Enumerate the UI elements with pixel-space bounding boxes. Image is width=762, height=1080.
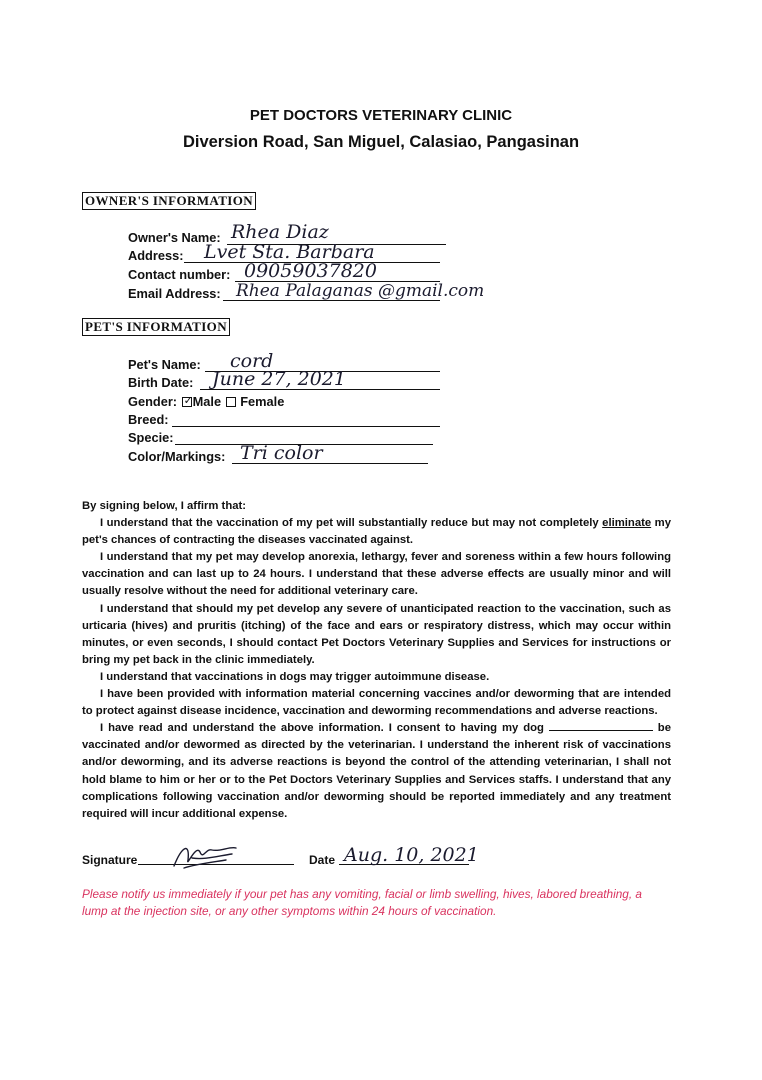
pet-name-value[interactable]: cord bbox=[230, 350, 274, 372]
pet-section-title: PET'S INFORMATION bbox=[82, 318, 230, 336]
breed-line[interactable] bbox=[172, 426, 440, 427]
signature-scribble bbox=[170, 838, 240, 872]
affirmation-paragraph-1: I understand that the vaccination of my pet will substantially reduce but may not completely eliminate my pet's chances of contracting the diseases vaccinated against. bbox=[82, 517, 671, 547]
owner-name-label: Owner's Name: bbox=[128, 230, 221, 245]
address-value[interactable]: Lvet Sta. Barbara bbox=[204, 241, 375, 263]
underlined-word: eliminate bbox=[602, 517, 652, 530]
signature-label: Signature bbox=[82, 853, 138, 867]
check-mark-icon: ✓ bbox=[183, 394, 193, 407]
affirmation-paragraph-3: I understand that should my pet develop any severe of unanticipated reaction to the vaccination, such as urticaria (hives) and pruritis (itching) of the face and ears or respiratory distress, which may occur within minutes, or even seconds, I should contact Pet Doctors Veterinary Supplies and Services for instructions or bring my pet back in the clinic immediately. bbox=[82, 602, 671, 666]
male-label: Male bbox=[192, 394, 222, 409]
affirmation-paragraph-6: I have read and understand the above information. I consent to having my dog be vaccinated and/or dewormed as directed by the veterinarian. I understand the inherent risk of vaccinations and/or deworming, and its adverse reactions is beyond the control of the attending veterinarian, I shall not hold blame to him or her or to the Pet Doctors Veterinary Supplies and Services staffs. I understand that any complications following vaccination and/or deworming should be reported immediately and any treatment required will incur additional expense. bbox=[82, 722, 671, 820]
color-label: Color/Markings: bbox=[128, 449, 226, 464]
clinic-name: PET DOCTORS VETERINARY CLINIC bbox=[249, 107, 513, 124]
color-value[interactable]: Tri color bbox=[240, 442, 323, 464]
gender-label: Gender: bbox=[128, 394, 178, 409]
vaccination-notice: Please notify us immediately if your pet has any vomiting, facial or limb swelling, hives, labored breathing, a lump at the injection site, or any other symptoms within 24 hours of vaccination. bbox=[82, 887, 642, 918]
gender-row bbox=[128, 394, 284, 410]
pet-name-label: Pet's Name: bbox=[128, 357, 201, 372]
contact-label: Contact number: bbox=[128, 267, 231, 282]
birth-date-value[interactable]: June 27, 2021 bbox=[212, 368, 346, 390]
male-checkbox[interactable] bbox=[182, 394, 193, 407]
affirmation-paragraph-2: I understand that my pet may develop anorexia, lethargy, fever and soreness within a few hours following vaccination and can last up to 24 hours. I understand that these adverse effects are usually minor and will usually resolve without the need for additional veterinary care. bbox=[82, 551, 671, 598]
affirmation-paragraph-4: I understand that vaccinations in dogs may trigger autoimmune disease. bbox=[100, 670, 490, 683]
breed-label: Breed: bbox=[128, 412, 169, 427]
specie-label: Specie: bbox=[128, 430, 174, 445]
clinic-address: Diversion Road, San Miguel, Calasiao, Pangasinan bbox=[182, 133, 580, 151]
date-label: Date bbox=[309, 853, 336, 867]
email-value[interactable]: Rhea Palaganas @gmail.com bbox=[236, 281, 485, 301]
dog-name-blank[interactable] bbox=[549, 721, 653, 731]
female-label: Female bbox=[240, 394, 285, 409]
owner-name-value[interactable]: Rhea Diaz bbox=[231, 221, 329, 243]
date-value[interactable]: Aug. 10, 2021 bbox=[344, 844, 479, 866]
contact-value[interactable]: 09059037820 bbox=[244, 260, 377, 282]
female-checkbox[interactable] bbox=[226, 397, 236, 407]
birth-date-label: Birth Date: bbox=[128, 375, 194, 390]
address-label: Address: bbox=[128, 248, 184, 263]
owner-section-title: OWNER'S INFORMATION bbox=[82, 192, 256, 210]
affirmation-lead: By signing below, I affirm that: bbox=[82, 500, 247, 512]
affirmation-paragraph-5: I have been provided with information material concerning vaccines and/or deworming that are intended to protect against disease incidence, vaccination and deworming recommendations and adverse reactions. bbox=[82, 688, 671, 718]
email-label: Email Address: bbox=[128, 286, 221, 301]
affirmation-text bbox=[82, 498, 671, 823]
